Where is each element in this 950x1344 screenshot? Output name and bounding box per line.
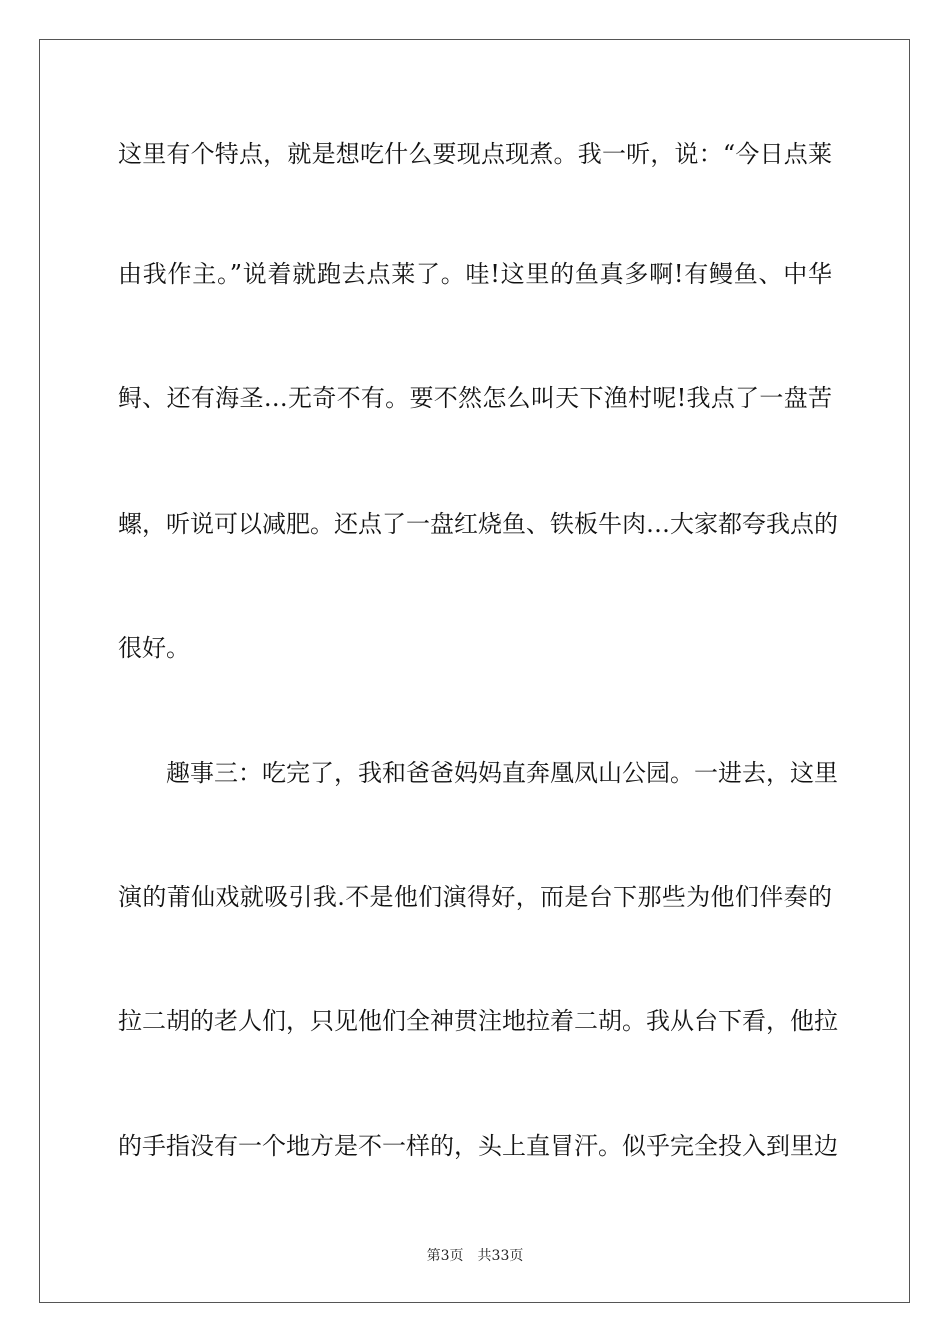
text-line-9: 的手指没有一个地方是不一样的，头上直冒汗。似乎完全投入到里边 (118, 1132, 838, 1160)
text-line-7: 演的莆仙戏就吸引我.不是他们演得好，而是台下那些为他们伴奏的 (118, 883, 832, 911)
page-footer (0, 1247, 950, 1265)
text-line-3: 鲟、还有海圣…无奇不有。要不然怎么叫天下渔村呢!我点了一盘苦 (118, 384, 832, 412)
text-line-8: 拉二胡的老人们，只见他们全神贯注地拉着二胡。我从台下看，他拉 (118, 1007, 838, 1035)
text-line-1: 这里有个特点，就是想吃什么要现点现煮。我一听，说：“今日点莱 (118, 140, 832, 168)
text-line-6: 趣事三：吃完了，我和爸爸妈妈直奔凰凤山公园。一进去，这里 (166, 759, 838, 787)
page-number: 第3页 (426, 1248, 464, 1264)
text-line-4: 螺，听说可以减肥。还点了一盘红烧鱼、铁板牛肉…大家都夸我点的 (118, 510, 838, 538)
text-line-5: 很好。 (118, 634, 190, 662)
page-border (39, 39, 910, 1303)
text-line-2: 由我作主。”说着就跑去点莱了。哇!这里的鱼真多啊!有鳗鱼、中华 (118, 260, 832, 288)
total-pages: 共33页 (477, 1248, 524, 1264)
